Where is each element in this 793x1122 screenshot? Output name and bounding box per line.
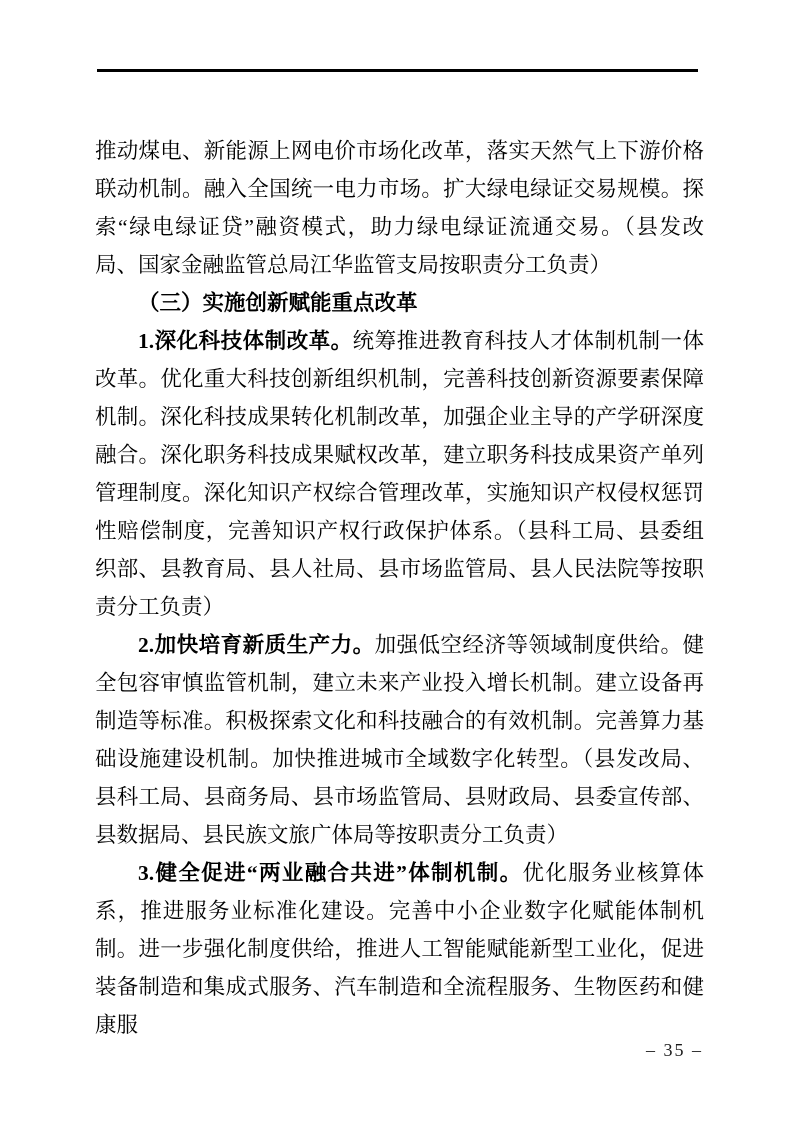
page-number: – 35 –	[646, 1040, 703, 1060]
paragraph-text: 加强低空经济等领域制度供给。健全包容审慎监管机制，建立未来产业投入增长机制。建立设备再制造等标准。积极探索文化和科技融合的有效机制。完善算力基础设施建设机制。加快推进城市全域数字化转型。（县发改局、县科工局、县商务局、县市场监管局、县财政局、县委宣传部、县数据局、县民族文旅广体局等按职责分工负责）	[95, 633, 704, 847]
paragraph-item-3	[95, 854, 704, 1044]
paragraph-text: 优化服务业核算体系，推进服务业标准化建设。完善中小企业数字化赋能体制机制。进一步强化制度供给，推进人工智能赋能新型工业化，促进装备制造和集成式服务、汽车制造和全流程服务、生物医药和健康服	[95, 861, 704, 1037]
paragraph-continuation	[95, 132, 704, 284]
paragraph-lead: 2.加快培育新质生产力。	[138, 633, 375, 657]
section-heading	[95, 284, 704, 322]
section-heading-text: （三）实施创新赋能重点改革	[138, 291, 418, 315]
paragraph-item-2	[95, 626, 704, 854]
document-body	[95, 132, 704, 1044]
paragraph-item-1	[95, 322, 704, 626]
paragraph-lead: 3.健全促进“两业融合共进”体制机制。	[138, 861, 523, 885]
paragraph-lead: 1.深化科技体制改革。	[138, 329, 353, 353]
paragraph-text: 统筹推进教育科技人才体制机制一体改革。优化重大科技创新组织机制，完善科技创新资源要素保障机制。深化科技成果转化机制改革，加强企业主导的产学研深度融合。深化职务科技成果赋权改革，建立职务科技成果资产单列管理制度。深化知识产权综合管理改革，实施知识产权侵权惩罚性赔偿制度，完善知识产权行政保护体系。（县科工局、县委组织部、县教育局、县人社局、县市场监管局、县人民法院等按职责分工负责）	[95, 329, 704, 619]
header-rule	[97, 69, 698, 72]
paragraph-text: 推动煤电、新能源上网电价市场化改革，落实天然气上下游价格联动机制。融入全国统一电力市场。扩大绿电绿证交易规模。探索“绿电绿证贷”融资模式，助力绿电绿证流通交易。（县发改局、国家金融监管总局江华监管支局按职责分工负责）	[95, 139, 704, 277]
